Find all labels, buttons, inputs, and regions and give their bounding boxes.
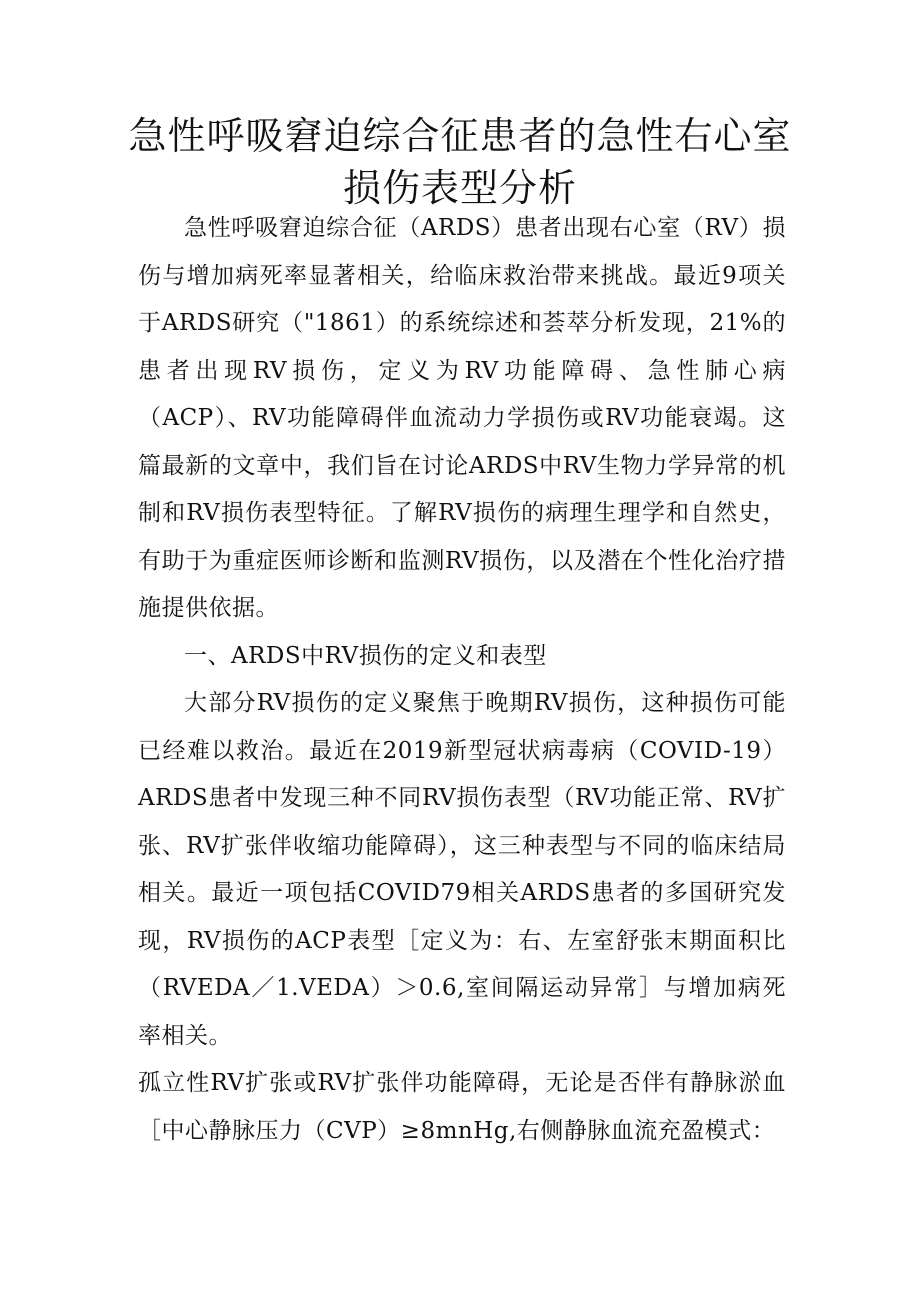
continued-paragraph: 孤立性RV扩张或RV扩张伴功能障碍，无论是否伴有静脉淤血［中心静脉压力（CVP）≥8mnHg,右侧静脉血流充盈模式： (138, 1070, 786, 1144)
intro-paragraph: 急性呼吸窘迫综合征（ARDS）患者出现右心室（RV）损伤与增加病死率显著相关，给临床救治带来挑战。最近9项关于ARDS研究（"1861）的系统综述和荟萃分析发现，21%的患者出现RV损伤，定义为RV功能障碍、急性肺心病（ACP）、RV功能障碍伴血流动力学损伤或RV功能衰竭。这篇最新的文章中，我们旨在讨论ARDS中RV生物力学异常的机制和RV损伤表型特征。了解RV损伤的病理生理学和自然史，有助于为重症医师诊断和监测RV损伤，以及潜在个性化治疗措施提供依据。 (138, 215, 786, 621)
document-body (138, 205, 786, 1155)
section-heading: 一、ARDS中RV损伤的定义和表型 (184, 642, 547, 669)
section-paragraph: 大部分RV损伤的定义聚焦于晚期RV损伤，这种损伤可能已经难以救治。最近在2019新型冠状病毒病（COVID-19）ARDS患者中发现三种不同RV损伤表型（RV功能正常、RV扩张、RV扩张伴收缩功能障碍），这三种表型与不同的临床结局相关。最近一项包括COVID79相关ARDS患者的多国研究发现，RV损伤的ACP表型［定义为：右、左室舒张末期面积比（RVEDA／1.VEDA）＞0.6,室间隔运动异常］与增加病死率相关。 (138, 690, 786, 1049)
document-title: 急性呼吸窘迫综合征患者的急性右心室损伤表型分析 (128, 114, 792, 210)
